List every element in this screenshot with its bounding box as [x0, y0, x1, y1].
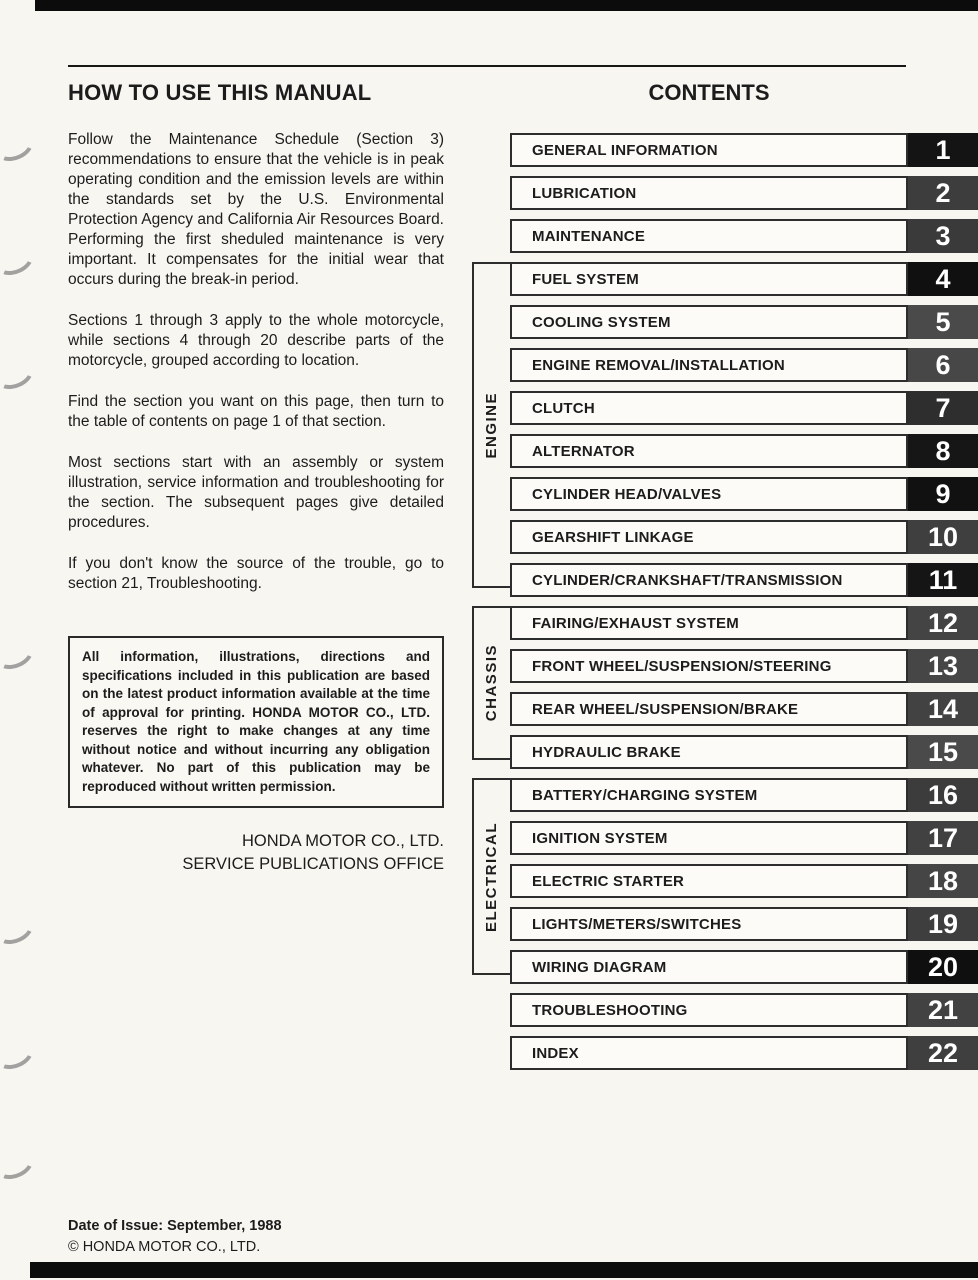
- contents-row: [510, 219, 978, 253]
- contents-row: [510, 563, 978, 597]
- section-number-badge: 16: [908, 778, 978, 812]
- binding-mark: [0, 126, 38, 167]
- paragraph: If you don't know the source of the trouble, go to section 21, Troubleshooting.: [68, 555, 444, 592]
- engine-group-label: [472, 262, 510, 588]
- section-number-badge: 9: [908, 477, 978, 511]
- section-number-badge: 12: [908, 606, 978, 640]
- section-number-badge: 18: [908, 864, 978, 898]
- section-number-badge: 7: [908, 391, 978, 425]
- contents-row: [510, 950, 978, 984]
- electrical-group-label: [472, 778, 510, 975]
- section-number-badge: 10: [908, 520, 978, 554]
- section-number-badge: 21: [908, 993, 978, 1027]
- group-engine: [443, 262, 978, 597]
- paragraph: Find the section you want on this page, then turn to the table of contents on page 1 of that section.: [68, 393, 444, 430]
- contents-row: [510, 305, 978, 339]
- section-label: MAINTENANCE: [510, 219, 908, 253]
- publisher-name: HONDA MOTOR CO., LTD.: [242, 832, 444, 850]
- section-number-badge: 13: [908, 649, 978, 683]
- contents-row: [510, 477, 978, 511]
- electrical-label-text: ELECTRICAL: [482, 821, 500, 932]
- section-label: HYDRAULIC BRAKE: [510, 735, 908, 769]
- bottom-scan-bar: [30, 1262, 978, 1278]
- contents-row: [510, 692, 978, 726]
- section-label: FUEL SYSTEM: [510, 262, 908, 296]
- contents-row: [510, 1036, 978, 1070]
- section-number-badge: 14: [908, 692, 978, 726]
- contents-row: [510, 864, 978, 898]
- section-label: LUBRICATION: [510, 176, 908, 210]
- section-number-badge: 2: [908, 176, 978, 210]
- legal-notice-box: All information, illustrations, directions and specifications included in this publication are based on the latest product information available at the time of approval for printing. HONDA MOTOR CO., LTD. reserves the right to make changes at any time without notice and without incurring any obligation whatever. No part of this publication may be reproduced without written permission.: [68, 636, 444, 808]
- contents-row: [510, 821, 978, 855]
- section-label: GEARSHIFT LINKAGE: [510, 520, 908, 554]
- section-number-badge: 5: [908, 305, 978, 339]
- contents-row: [510, 520, 978, 554]
- contents-row: [510, 434, 978, 468]
- section-number-badge: 8: [908, 434, 978, 468]
- paragraph: Follow the Maintenance Schedule (Section 3) recommendations to ensure that the vehicle is in peak operating condition and the emission levels are within the standards set by the U.S. Environmental Protection Agency and California Air Resources Board. Performing the first sheduled maintenance is very important. It compensates for the initial wear that occurs during the break-in period.: [68, 131, 444, 288]
- binding-mark: [0, 354, 38, 395]
- binding-mark: [0, 1144, 38, 1185]
- section-label: ELECTRIC STARTER: [510, 864, 908, 898]
- section-label: REAR WHEEL/SUSPENSION/BRAKE: [510, 692, 908, 726]
- section-label: INDEX: [510, 1036, 908, 1070]
- section-label: CLUTCH: [510, 391, 908, 425]
- section-number-badge: 1: [908, 133, 978, 167]
- how-to-title: HOW TO USE THIS MANUAL: [68, 80, 372, 105]
- section-label: WIRING DIAGRAM: [510, 950, 908, 984]
- contents-list: [443, 133, 978, 1070]
- contents-row: [510, 649, 978, 683]
- footer: [68, 1216, 282, 1258]
- binding-mark: [0, 634, 38, 675]
- publisher-block: [68, 830, 444, 876]
- binding-mark: [0, 909, 38, 950]
- contents-row: [510, 133, 978, 167]
- chassis-label-text: CHASSIS: [482, 644, 500, 722]
- section-label: BATTERY/CHARGING SYSTEM: [510, 778, 908, 812]
- top-scan-bar: [35, 0, 978, 11]
- section-label: GENERAL INFORMATION: [510, 133, 908, 167]
- contents-row: [510, 993, 978, 1027]
- copyright: © HONDA MOTOR CO., LTD.: [68, 1239, 261, 1255]
- how-to-use-column: [68, 80, 444, 876]
- contents-row: [510, 348, 978, 382]
- binding-mark: [0, 240, 38, 281]
- section-label: IGNITION SYSTEM: [510, 821, 908, 855]
- contents-row: [510, 606, 978, 640]
- section-label: CYLINDER/CRANKSHAFT/TRANSMISSION: [510, 563, 908, 597]
- header-rule: [68, 65, 906, 67]
- section-number-badge: 19: [908, 907, 978, 941]
- section-number-badge: 17: [908, 821, 978, 855]
- section-label: COOLING SYSTEM: [510, 305, 908, 339]
- contents-row: [510, 262, 978, 296]
- section-label: ALTERNATOR: [510, 434, 908, 468]
- paragraph: Sections 1 through 3 apply to the whole motorcycle, while sections 4 through 20 describe parts of the motorcycle, grouped according to location.: [68, 312, 444, 369]
- group-chassis: [443, 606, 978, 769]
- contents-row: [510, 907, 978, 941]
- contents-row: [510, 391, 978, 425]
- section-label: TROUBLESHOOTING: [510, 993, 908, 1027]
- contents-row: [510, 778, 978, 812]
- paragraph: Most sections start with an assembly or system illustration, service information and troubleshooting for the section. The subsequent pages give detailed procedures.: [68, 454, 444, 531]
- section-number-badge: 20: [908, 950, 978, 984]
- contents-title: CONTENTS: [648, 80, 770, 105]
- section-number-badge: 4: [908, 262, 978, 296]
- chassis-group-label: [472, 606, 510, 760]
- date-of-issue: Date of Issue: September, 1988: [68, 1218, 282, 1234]
- section-number-badge: 15: [908, 735, 978, 769]
- section-number-badge: 3: [908, 219, 978, 253]
- group-electrical: [443, 778, 978, 984]
- contents-row: [510, 735, 978, 769]
- section-number-badge: 22: [908, 1036, 978, 1070]
- engine-label-text: ENGINE: [482, 391, 500, 459]
- contents-column: [443, 80, 978, 1079]
- publisher-office: SERVICE PUBLICATIONS OFFICE: [182, 855, 444, 873]
- section-label: ENGINE REMOVAL/INSTALLATION: [510, 348, 908, 382]
- contents-row: [510, 176, 978, 210]
- binding-mark: [0, 1034, 38, 1075]
- section-label: CYLINDER HEAD/VALVES: [510, 477, 908, 511]
- section-number-badge: 11: [908, 563, 978, 597]
- section-label: LIGHTS/METERS/SWITCHES: [510, 907, 908, 941]
- section-label: FAIRING/EXHAUST SYSTEM: [510, 606, 908, 640]
- section-label: FRONT WHEEL/SUSPENSION/STEERING: [510, 649, 908, 683]
- section-number-badge: 6: [908, 348, 978, 382]
